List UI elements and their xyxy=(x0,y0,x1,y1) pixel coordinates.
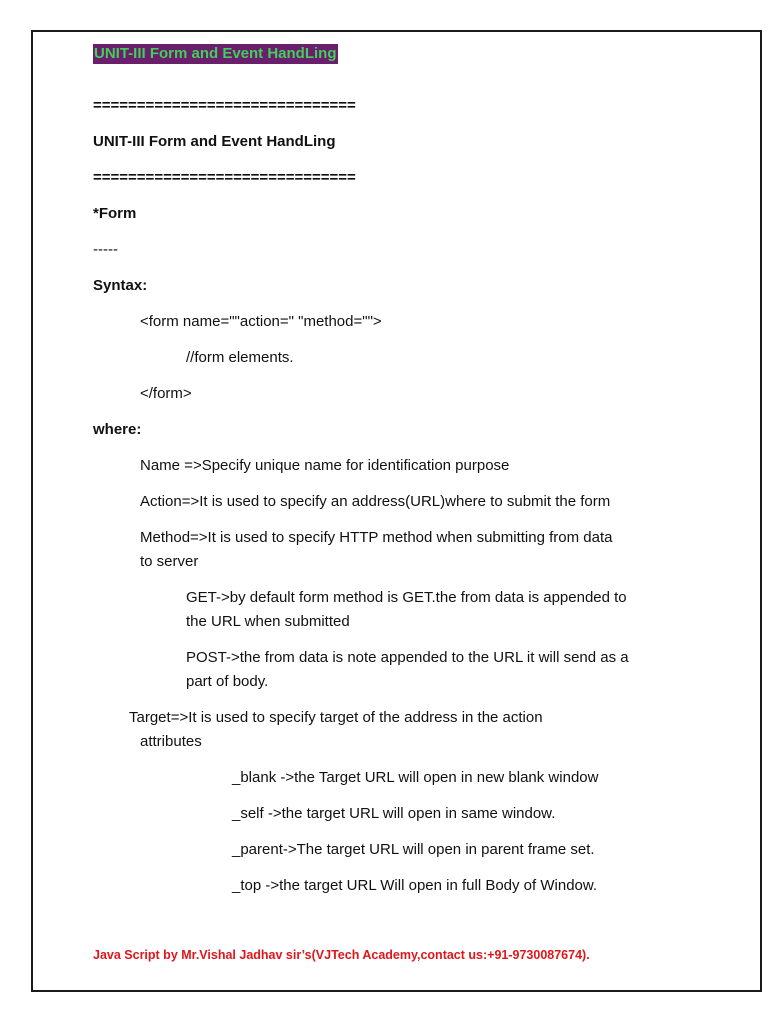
method-description: Method=>It is used to specify HTTP method when submitting from data xyxy=(140,529,613,546)
form-heading: *Form xyxy=(93,205,137,222)
target-description: Target=>It is used to specify target of the address in the action xyxy=(129,709,543,726)
target-description-cont: attributes xyxy=(140,733,202,750)
target-parent-description: _parent->The target URL will open in parent frame set. xyxy=(232,841,595,858)
get-description-cont: the URL when submitted xyxy=(186,613,350,630)
target-self-description: _self ->the target URL will open in same window. xyxy=(232,805,556,822)
syntax-form-body: //form elements. xyxy=(186,349,294,366)
post-description: POST->the from data is note appended to the URL it will send as a xyxy=(186,649,629,666)
method-description-cont: to server xyxy=(140,553,199,570)
syntax-label: Syntax: xyxy=(93,277,148,294)
target-blank-description: _blank ->the Target URL will open in new blank window xyxy=(232,769,599,786)
header-title-highlight: UNIT-III Form and Event HandLing xyxy=(94,45,337,62)
dash-underline: ----- xyxy=(93,241,118,258)
target-top-description: _top ->the target URL Will open in full Body of Window. xyxy=(232,877,598,894)
unit-heading: UNIT-III Form and Event HandLing xyxy=(93,133,336,150)
where-label: where: xyxy=(93,421,142,438)
post-description-cont: part of body. xyxy=(186,673,269,690)
syntax-form-close: </form> xyxy=(140,385,192,402)
get-description: GET->by default form method is GET.the from data is appended to xyxy=(186,589,627,606)
separator-rule: ============================== xyxy=(93,97,356,114)
name-description: Name =>Specify unique name for identification purpose xyxy=(140,457,510,474)
footer-credit: Java Script by Mr.Vishal Jadhav sir’s(VJTech Academy,contact us:+91-9730087674). xyxy=(93,948,590,962)
action-description: Action=>It is used to specify an address(URL)where to submit the form xyxy=(140,493,611,510)
separator-rule: ============================== xyxy=(93,169,356,186)
syntax-form-open: <form name=""action=" "method=""> xyxy=(140,313,382,330)
